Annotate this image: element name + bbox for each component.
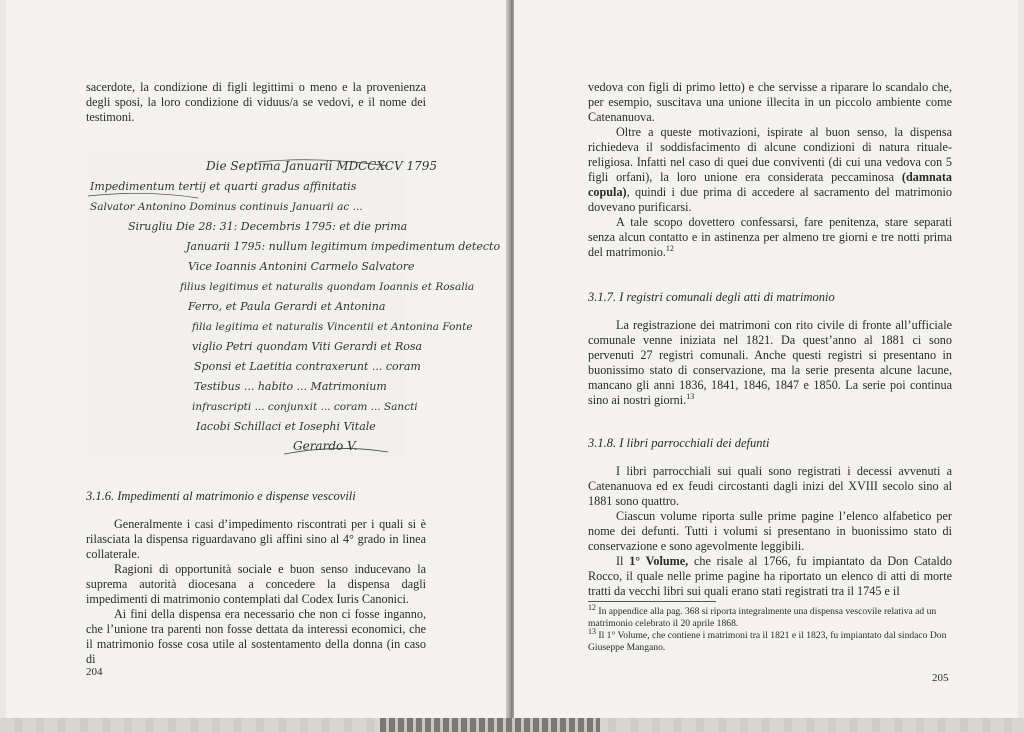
manuscript-line: filius legitimus et naturalis quondam Ioannis et Rosalia xyxy=(180,281,475,293)
manuscript-line: Die Septima Januarii MDCCXCV 1795 xyxy=(206,159,437,173)
manuscript-line: Januarii 1795: nullum legitimum impedimentum detecto xyxy=(186,240,501,253)
section-heading-3-1-8: 3.1.8. I libri parrocchiali dei defunti xyxy=(588,436,770,450)
right-bottom-text xyxy=(588,464,952,599)
footnote-ref: 13 xyxy=(686,391,695,401)
paragraph: vedova con figli di primo letto) e che servisse a riparare lo scandalo che, per esempio, suscitava una unione illecita in un piccolo ambiente come Catenanuova. xyxy=(588,80,952,124)
right-middle-text xyxy=(588,318,952,408)
page-number-right: 205 xyxy=(932,672,949,684)
manuscript-line: filia legitima et naturalis Vincentii et Antonina Fonte xyxy=(192,321,473,333)
manuscript-line: Iacobi Schillaci et Iosephi Vitale xyxy=(196,420,376,433)
footnotes xyxy=(588,602,952,654)
paragraph: Il 1° Volume, che risale al 1766, fu impiantato da Don Cataldo Rocco, il quale nelle prime pagine ha riportato un elenco di atti di morte tratti da vecchi libri sui quali erano stati registrati tra il 1745 e il xyxy=(588,554,953,598)
left-body-text xyxy=(86,517,426,667)
footnote-13: $^{13}$ Il 1° Volume, che contiene i matrimoni tra il 1821 e il 1823, fu impiantato dal sindaco Don Giuseppe Mangano. xyxy=(588,626,947,653)
paragraph: Ai fini della dispensa era necessario che non ci fosse inganno, che l’unione tra parenti non fosse dettata da interessi economici, che il matrimonio fosse cosa utile al sostentamento della donna (in caso di xyxy=(86,607,426,666)
manuscript-line: infrascripti ... conjunxit ... coram ... Sancti xyxy=(192,401,418,413)
bold-term: 1° Volume, xyxy=(629,554,689,568)
manuscript-line: Vice Ioannis Antonini Carmelo Salvatore xyxy=(188,260,415,273)
manuscript-line: viglio Petri quondam Viti Gerardi et Rosa xyxy=(192,340,423,353)
paragraph: Oltre a queste motivazioni, ispirate al buon senso, la dispensa richiedeva il soddisfacimento di alcune condizioni di natura rituale-religiosa. Infatti nel caso di quei due conviventi (di cui una vedova con 5 figli orfani), la loro unione era considerata peccaminosa (damnata copula), quindi i due prima di accedere al sacramento del matrimonio dovevano purificarsi. xyxy=(588,125,953,214)
manuscript-image xyxy=(88,152,501,457)
manuscript-line: Ferro, et Paula Gerardi et Antonina xyxy=(188,300,386,313)
footnote-12: $^{12}$ In appendice alla pag. 368 si riporta integralmente una dispensa vescovile relativa ad un matrimonio celebrato il 20 aprile 1868. xyxy=(588,602,937,629)
page-number-left: 204 xyxy=(86,666,103,678)
paragraph: Ragioni di opportunità sociale e buon senso inducevano la suprema autorità diocesana a concedere la dispensa dagli impedimenti di matrimonio contemplati dal Codex Iuris Canonici. xyxy=(86,562,426,606)
manuscript-line: Impedimentum tertij et quarti gradus affinitatis xyxy=(90,180,357,193)
paragraph: La registrazione dei matrimoni con rito civile di fronte all’ufficiale comunale venne iniziata nel 1821. Da quest’anno al 1881 ci sono pervenuti 27 registri comunali. Anche questi registri si presentano in buonissimo stato di conservazione, ma la serie presenta alcune lacune, mancano gli anni 1836, 1841, 1846, 1847 e 1850. La serie poi continua sino ai nostri giorni.$^{13}$ xyxy=(588,318,952,407)
paragraph: A tale scopo dovettero confessarsi, fare penitenza, stare separati senza alcun contatto e in astinenza per almeno tre giorni e tre notti prima del matrimonio.$^{12}$ xyxy=(588,215,952,259)
manuscript-line: Sponsi et Laetitia contraxerunt ... coram xyxy=(194,360,421,373)
footnote-divider xyxy=(588,601,716,602)
manuscript-line: Sirugliu Die 28: 31: Decembris 1795: et die prima xyxy=(128,220,408,233)
manuscript-line: Salvator Antonino Dominus continuis Januarii ac ... xyxy=(90,201,363,213)
bold-term: (damnata copula) xyxy=(588,170,953,199)
manuscript-signature: Gerardo V. xyxy=(293,439,358,453)
paragraph: I libri parrocchiali sui quali sono registrati i decessi avvenuti a Catenanuova ed ex feudi circostanti dagli inizi del XVIII secolo sino al 1881 sono quattro. xyxy=(588,464,952,508)
section-heading-3-1-7: 3.1.7. I registri comunali degli atti di matrimonio xyxy=(588,290,835,304)
section-heading-3-1-6: 3.1.6. Impedimenti al matrimonio e dispense vescovili xyxy=(86,489,356,503)
handwritten-marriage-record xyxy=(88,152,501,457)
paragraph: Generalmente i casi d’impedimento riscontrati per i quali si è rilasciata la dispensa riguardavano gli affini sino al 4° grado in linea collaterale. xyxy=(86,517,426,561)
left-page xyxy=(6,0,508,718)
paragraph: Ciascun volume riporta sulle prime pagine l’elenco alfabetico per nome dei defunti. Tutti i volumi si presentano in buonissimo stato di conservazione e sono agevolmente leggibili. xyxy=(588,509,952,553)
right-page xyxy=(514,0,1018,718)
right-top-text xyxy=(588,80,952,260)
footnote-ref: 12 xyxy=(665,243,674,253)
manuscript-line: Testibus ... habito ... Matrimonium xyxy=(194,380,387,393)
page-edges xyxy=(0,718,1024,732)
left-intro-text: sacerdote, la condizione di figli legittimi o meno e la provenienza degli sposi, la loro condizione di viduus/a se vedovi, e il nome dei testimoni. xyxy=(86,80,426,124)
